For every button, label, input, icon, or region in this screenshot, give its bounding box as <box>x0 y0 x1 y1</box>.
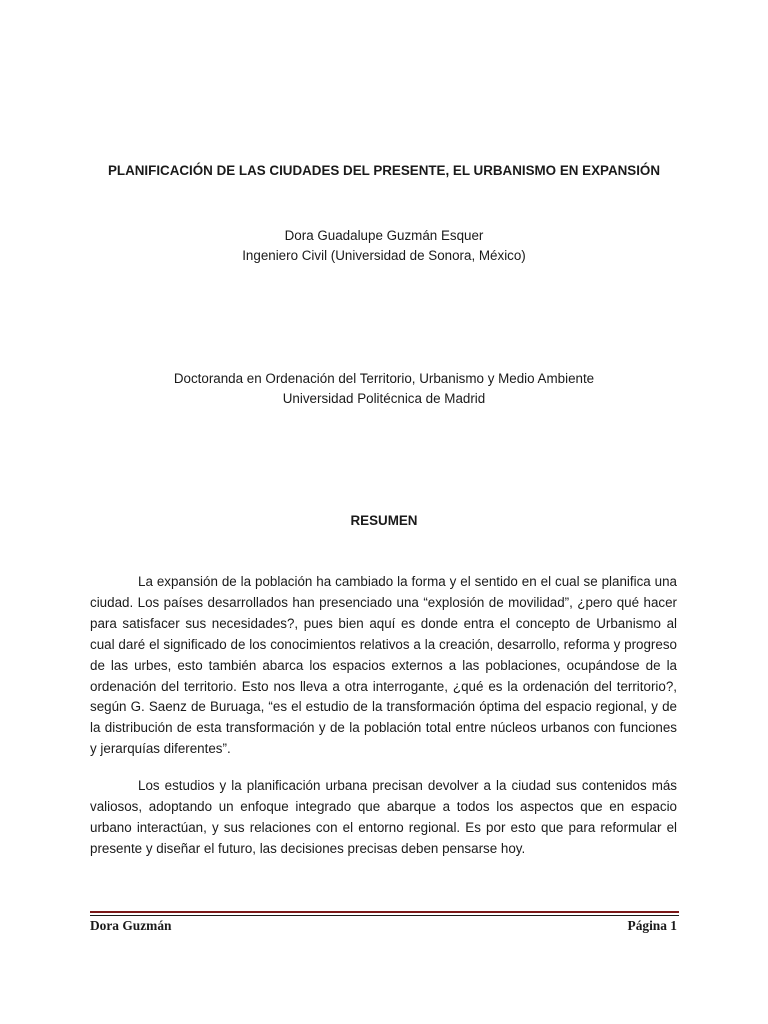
abstract-heading: RESUMEN <box>350 513 418 528</box>
footer-divider <box>90 911 679 916</box>
affiliation-institution: Universidad Politécnica de Madrid <box>282 391 486 406</box>
footer-page-number: Página 1 <box>627 918 677 933</box>
author-name: Dora Guadalupe Guzmán Esquer <box>284 228 484 243</box>
document-title: PLANIFICACIÓN DE LAS CIUDADES DEL PRESENTE, EL URBANISMO EN EXPANSIÓN <box>107 163 661 178</box>
abstract-paragraph-2-container <box>90 776 677 860</box>
footer-author: Dora Guzmán <box>90 918 172 933</box>
author-credential: Ingeniero Civil (Universidad de Sonora, México) <box>242 248 526 263</box>
abstract-paragraph: La expansión de la población ha cambiado la forma y el sentido en el cual se planifica una ciudad. Los países desarrollados han presenciado una “explosión de movilidad”, ¿pero qué hacer para satisfacer sus necesidades?, pues bien aquí es donde entra el concepto de Urbanismo al cual daré el significado de los conocimientos relativos a la creación, desarrollo, reforma y progreso de las urbes, esto también abarca los espacios externos a las poblaciones, ocupándose de la ordenación del territorio. Esto nos lleva a otra interrogante, ¿qué es la ordenación del territorio?, según G. Saenz de Buruaga, “es el estudio de la transformación óptima del espacio regional, y de la distribución de esta transformación y de la población total entre núcleos urbanos con funciones y jerarquías diferentes”. <box>90 574 677 757</box>
author-block <box>60 226 708 266</box>
affiliation-program: Doctoranda en Ordenación del Territorio, Urbanismo y Medio Ambiente <box>173 371 595 386</box>
abstract-paragraph: Los estudios y la planificación urbana precisan devolver a la ciudad sus contenidos más valiosos, adoptando un enfoque integrado que abarque a todos los aspectos que en espacio urbano interactúan, y sus relaciones con el entorno regional. Es por esto que para reformular el presente y diseñar el futuro, las decisiones precisas deben pensarse hoy. <box>90 778 677 856</box>
affiliation-block <box>60 369 708 409</box>
abstract-paragraph-1-container <box>90 572 677 760</box>
